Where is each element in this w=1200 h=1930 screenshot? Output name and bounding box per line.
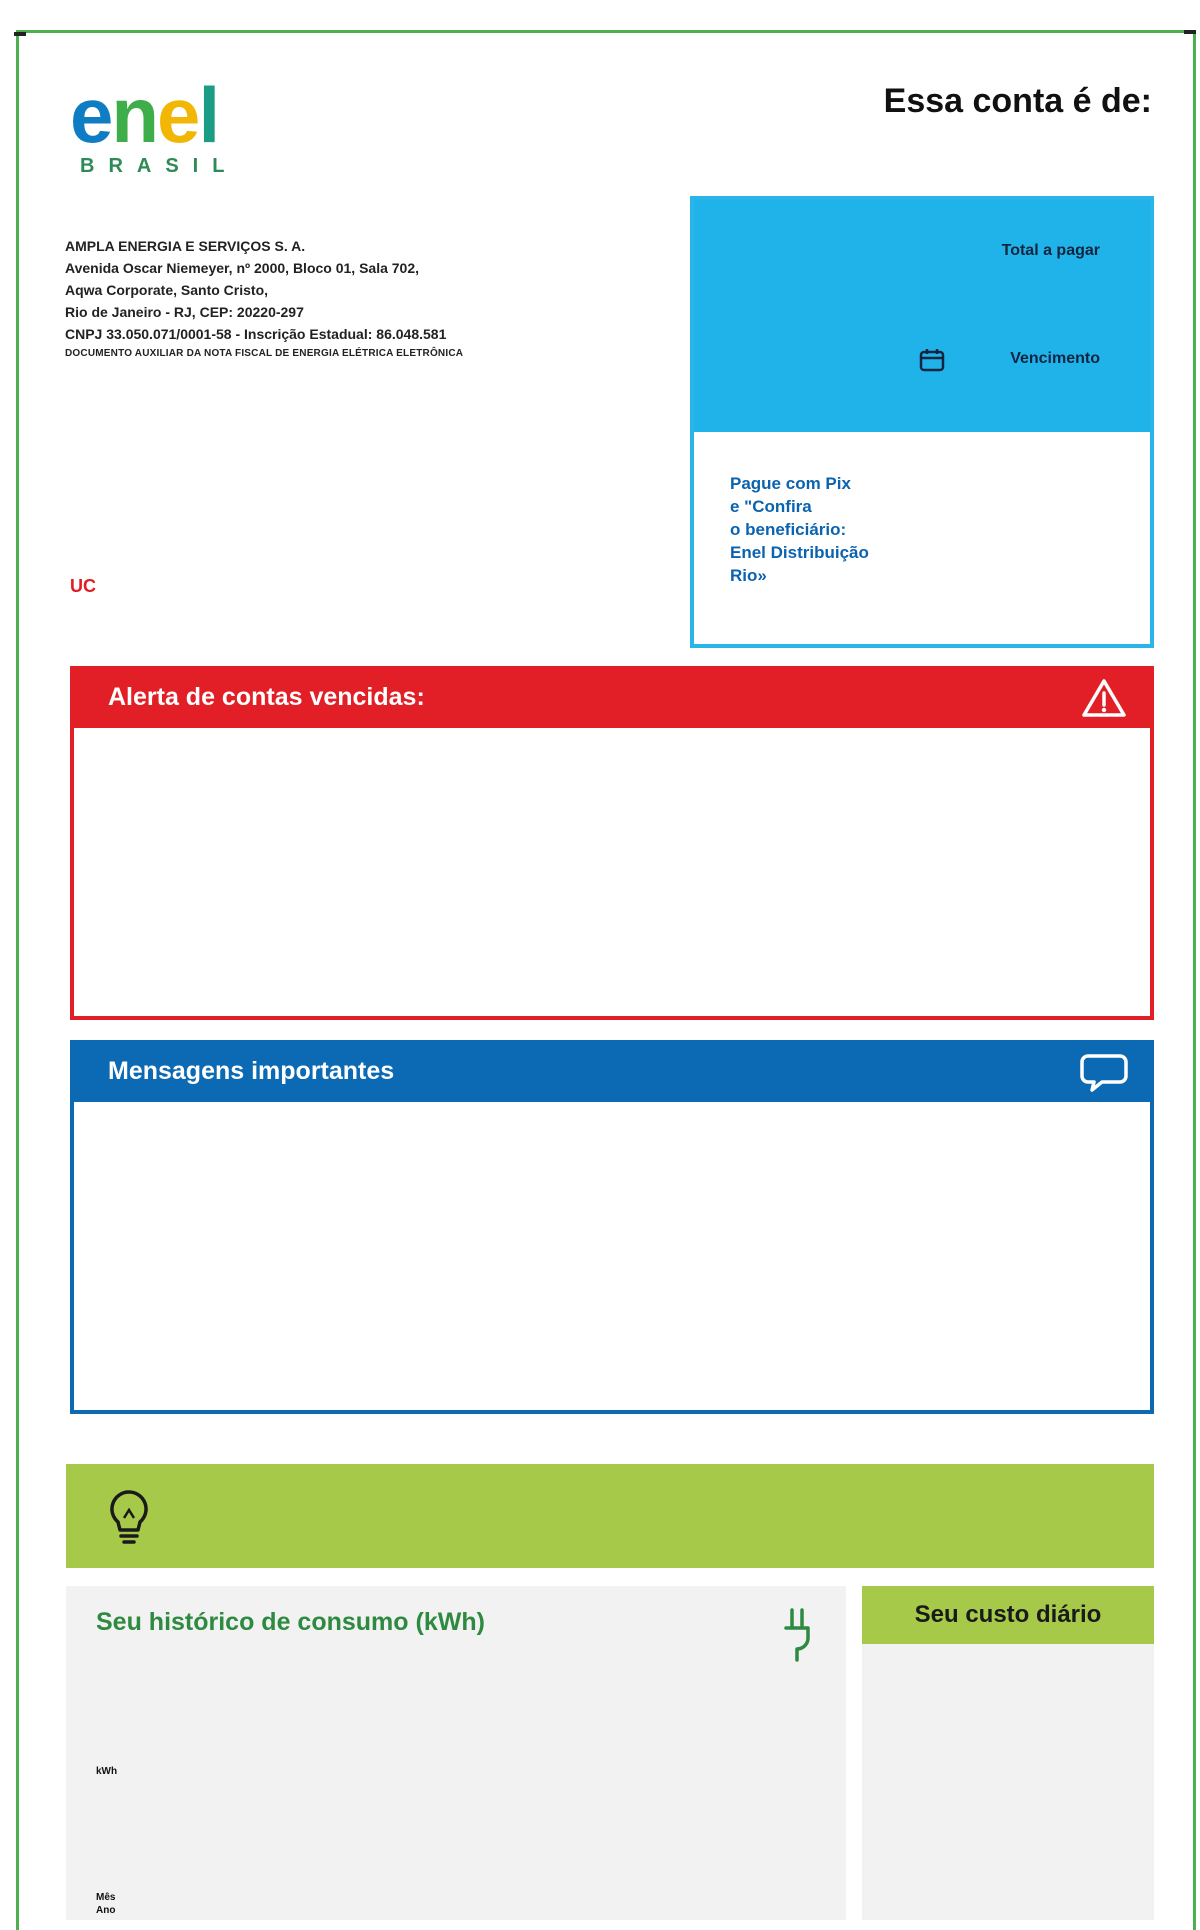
important-messages-header xyxy=(70,1040,1154,1102)
pix-line: o beneficiário: xyxy=(730,520,847,539)
pix-line: Rio» xyxy=(730,566,767,585)
company-info xyxy=(65,235,685,363)
daily-cost-title: Seu custo diário xyxy=(862,1586,1154,1644)
logo-letter-e2: e xyxy=(157,71,199,159)
company-line: Avenida Oscar Niemeyer, nº 2000, Bloco 01, Sala 702, xyxy=(65,260,420,276)
logo-subtitle: BRASIL xyxy=(80,155,239,177)
overdue-alert-panel xyxy=(70,666,1154,1020)
important-messages-body xyxy=(70,1102,1154,1414)
total-to-pay-label: Total a pagar xyxy=(1001,242,1100,259)
pix-line: Enel Distribuição xyxy=(730,543,869,562)
energy-tip-bar xyxy=(66,1464,1154,1568)
logo-letter-l: l xyxy=(198,71,219,159)
history-unit-label: kWh xyxy=(96,1766,118,1777)
document-note: DOCUMENTO AUXILIAR DA NOTA FISCAL DE ENERGIA ELÉTRICA ELETRÔNICA xyxy=(65,348,464,359)
payment-summary xyxy=(694,200,1150,432)
company-line: Rio de Janeiro - RJ, CEP: 20220-297 xyxy=(65,304,304,320)
crop-mark-right xyxy=(1184,30,1196,34)
consumption-history xyxy=(66,1586,846,1920)
overdue-alert-body xyxy=(70,728,1154,1020)
history-month-label: Mês xyxy=(96,1892,116,1903)
logo-word xyxy=(70,71,219,159)
company-line: CNPJ 33.050.071/0001-58 - Inscrição Estadual: 86.048.581 xyxy=(65,326,447,342)
plug-icon xyxy=(778,1606,822,1664)
overdue-alert-header xyxy=(70,666,1154,728)
consumption-history-title: Seu histórico de consumo (kWh) xyxy=(96,1608,485,1636)
company-line: AMPLA ENERGIA E SERVIÇOS S. A. xyxy=(65,238,306,254)
overdue-alert-title: Alerta de contas vencidas: xyxy=(108,683,425,711)
crop-mark-left xyxy=(14,32,26,36)
speech-bubble-icon xyxy=(1080,1050,1128,1094)
pix-line: Pague com Pix xyxy=(730,474,851,493)
calendar-icon xyxy=(919,348,945,372)
payment-box xyxy=(690,196,1154,648)
important-messages-title: Mensagens importantes xyxy=(108,1057,395,1085)
enel-logo xyxy=(70,71,270,185)
history-year-label: Ano xyxy=(96,1905,116,1916)
account-owner-heading: Essa conta é de: xyxy=(883,82,1152,120)
uc-label: UC xyxy=(70,576,96,596)
logo-letter-n: n xyxy=(111,71,158,159)
important-messages-panel xyxy=(70,1040,1154,1414)
company-line: Aqwa Corporate, Santo Cristo, xyxy=(65,282,269,298)
logo-letter-e: e xyxy=(70,71,112,159)
lightbulb-icon xyxy=(104,1488,154,1546)
due-date-label: Vencimento xyxy=(1010,350,1100,367)
pix-line: e "Confira xyxy=(730,497,812,516)
warning-icon xyxy=(1080,676,1128,720)
daily-cost-panel xyxy=(862,1586,1154,1920)
pix-instructions xyxy=(730,472,950,587)
